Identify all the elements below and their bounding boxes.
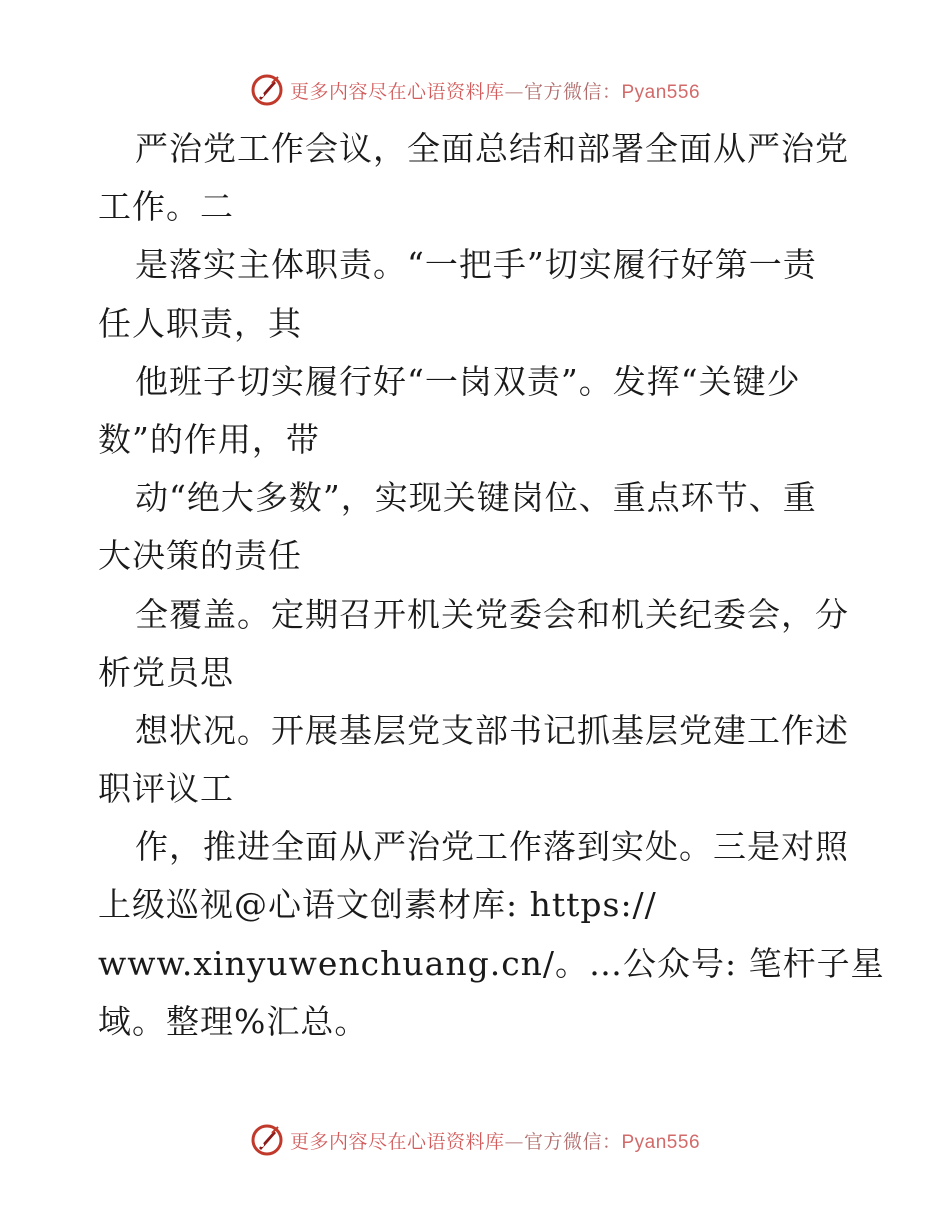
quill-circle-logo-icon (250, 1123, 284, 1157)
body-line: 大决策的责任 (98, 536, 302, 576)
banner-prefix: 更多内容尽在心语资料库 (289, 80, 505, 103)
body-line: 析党员思 (98, 652, 234, 692)
banner-wechat-id: Pyan556 (621, 81, 701, 103)
body-line: 动“绝大多数”，实现关键岗位、重点环节、重 (135, 478, 817, 518)
document-body (98, 120, 885, 1051)
banner-separator: — (504, 1130, 524, 1153)
body-line: 工作。二 (98, 187, 234, 227)
body-line: 他班子切实履行好“一岗双责”。发挥“关键少 (135, 361, 801, 401)
banner-wechat-id: Pyan556 (621, 1131, 701, 1153)
body-line: 域。整理%汇总。 (98, 1001, 369, 1041)
body-line: www.xinyuwenchuang.cn/。…公众号: 笔杆子星 (98, 943, 885, 983)
body-line: 职评议工 (98, 769, 234, 809)
body-line: 数”的作用，带 (98, 419, 320, 459)
body-line: 上级巡视@心语文创素材库: https:// (98, 885, 657, 925)
body-line: 想状况。开展基层党支部书记抓基层党建工作述 (135, 710, 849, 750)
banner-text (290, 1127, 700, 1154)
banner-separator: — (504, 80, 524, 103)
footer-banner (0, 1120, 950, 1160)
quill-circle-logo-icon (250, 73, 284, 107)
body-line: 作，推进全面从严治党工作落到实处。三是对照 (135, 827, 849, 867)
body-line: 任人职责，其 (98, 303, 302, 343)
body-line: 全覆盖。定期召开机关党委会和机关纪委会，分 (135, 594, 849, 634)
banner-text (290, 77, 700, 104)
body-line: 是落实主体职责。“一把手”切实履行好第一责 (135, 245, 817, 285)
banner-label: 官方微信： (523, 1130, 622, 1153)
banner-prefix: 更多内容尽在心语资料库 (289, 1130, 505, 1153)
header-banner (0, 70, 950, 110)
banner-label: 官方微信： (523, 80, 622, 103)
body-line: 严治党工作会议，全面总结和部署全面从严治党 (135, 129, 849, 168)
